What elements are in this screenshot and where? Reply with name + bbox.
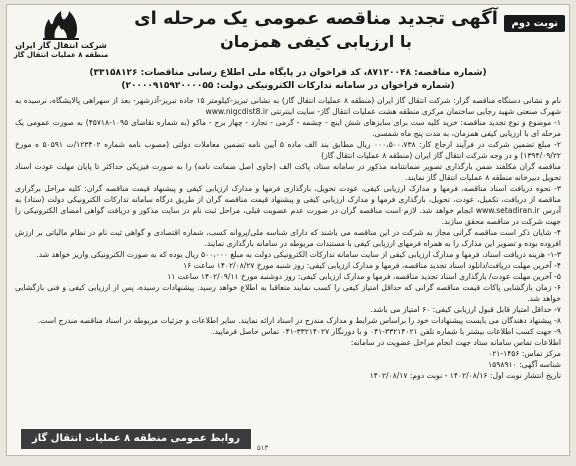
body-text (7, 93, 569, 348)
ad-id: شناسه آگهی: ۱۵۹۸۹۱۰ (488, 360, 561, 369)
edition-badge: نوبت دوم (504, 15, 565, 32)
paragraph-terms: ۸- پیشنهاد دهندگان می بایست پیشنهادات خود را براساس شرایط و مدارک مندرج در اسناد ارائه نمایند. سایر اطلاعات و جزئیات مربوطه در اسناد مناقصه مندرج است. (37, 316, 561, 325)
header (7, 5, 569, 67)
footer (7, 427, 569, 455)
paragraph-phone: ۹- جهت کسب اطلاعات بیشتر با شماره تلفن ۳۳۲۱۴۰۲۱-۰۴۱ و با دورنگار ۳۳۲۱۴۰۲۷-۰۴۱ تماس حاصل فرمایید. (212, 327, 561, 336)
paragraph-guarantee: ۲- مبلغ تضمین شرکت در فرآیند ارجاع کار: ۰۰۰،۵۰۰،۷۳۸ ریال مطابق بند الف ماده ۵ آیین نامه تضمین معاملات دولتی (مصوب نامه شماره ۱۲۳۴۰۲/ت ۵۰۵۹۱ ه مورخ ۱۳۹۴/۰۹/۲۲) و در وجه شرکت انتقال گاز ایران (منطقه ۸ عملیات انتقال گاز) (15, 140, 561, 160)
tender-number-line-1: (شماره مناقصه: ۸۷۱۲۰۰۴۸، کد فراخوان در پایگاه ملی اطلاع رسانی مناقصات: ۳۳۱۵۸۱۲۶) (89, 68, 487, 78)
public-relations-label: روابط عمومی منطقه ۸ عملیات انتقال گاز (21, 429, 251, 449)
logo-line-1: شرکت انتقال گاز ایران (15, 41, 107, 50)
paragraph-download-deadline: ۴- آخرین مهلت دریافت/دانلود اسناد تجدید مناقصه، فرمها و مدارک ارزیابی کیفی: روز شنبه مورخ ۱۴۰۲/۰۸/۲۷ ساعت ۱۶ (183, 261, 561, 270)
title-line-1: آگهی تجدید مناقصه عمومی یک مرحله ای (134, 8, 498, 29)
publish-dates: تاریخ انتشار نوبت اول: ۱۴۰۲/۰۸/۱۶ - نوبت دوم: ۱۴۰۲/۰۸/۱۷ (369, 371, 561, 380)
contact-center: مرکز تماس: ۱۴۵۶-۰۲۱ (488, 349, 561, 358)
company-logo (13, 9, 109, 60)
gas-flame-logo-icon (39, 9, 83, 41)
paragraph-opening: ۶- زمان بازگشایی پاکات قیمت مناقصه گرانی که حداقل امتیاز کیفی را کسب نمایند متعاقبا به اطلاع خواهد رسید. پیشنهادات رسیده، پس از ارزیابی کیفی و فنی بازگشایی خواهد شد. (15, 283, 561, 303)
paragraph-guarantee-note: مناقصه گران مکلفند ضمن بارگذاری تصویر ضمانتنامه مذکور در سامانه ستاد، پاکت الف (حاوی اصل ضمانت نامه) را به صورت فیزیکی حداکثر تا پایان مهلت عودت اسناد تحویل دبیرخانه منطقه ۸ عملیات انتقال گاز نمایند. (15, 162, 561, 182)
paragraph-fee: ۱-۳- هزینه دریافت اسناد، فرمها و مدارک ارزیابی کیفی از سایت سامانه تدارکات الکترونیکی دولت به مبلغ ۵۰۰،۰۰۰ ریال بوده که به صورت الکترونیکی واریز خواهد شد. (36, 250, 561, 259)
logo-line-2: منطقه ۸ عملیات انتقال گاز (13, 51, 109, 59)
paragraph-upload-deadline: ۵- آخرین مهلت عودت/ بارگذاری اسناد تجدید مناقصه، فرمها و مدارک ارزیابی کیفی: روز دوشنبه مورخ ۱۴۰۲/۰۹/۱۱ ساعت ۱۱ (167, 272, 561, 281)
paragraph-documents: ۳- نحوه دریافت اسناد مناقصه، فرمها و مدارک ارزیابی کیفی، عودت تحویل، بارگذاری فرمها و مدارک ارزیابی کیفی و پیشنهاد قیمت مناقصه گران: کلیه مراحل برگزاری مناقصه از دریافت، تکمیل، عودت، تحویل، بارگذاری فرمها و مدارک ارزیابی کیفی و پیشنهاد قیمت مناقصه گران از طریق درگاه سامانه تدارکات الکترونیکی دولت (ستاد) به آدرس www.setadiran.ir انجام خواهد شد. لازم است مناقصه گران در صورت عدم عضویت قبلی، مراحل ثبت نام در سایت مذکور و دریافت گواهی امضای الکترونیکی را جهت شرکت در مناقصه محقق سازند. (15, 184, 561, 226)
paragraph-contact-heading: اطلاعات تماس سامانه ستاد جهت انجام مراحل عضویت در سامانه: (350, 338, 561, 347)
title-line-2: با ارزیابی کیفی همزمان (220, 32, 412, 51)
tender-numbers (7, 67, 569, 93)
paragraph-eligibility: ۴- شایان ذکر است مناقصه گرانی مجاز به شرکت در این مناقصه می باشند که دارای شناسه ملی/پروانه کسب، شماره اقتصادی و گواهی ثبت نام در نظام مالیاتی بر ارزش افزوده بوده و تصویر این مدارک را به همراه فرمهای ارزیابی کیفی با مستندات مربوطه در سامانه بارگذاری نمایند. (15, 228, 561, 248)
page-number: ۵۱۳ (257, 444, 269, 452)
title-box (127, 7, 505, 53)
paragraph-organizer: نام و نشانی دستگاه مناقصه گزار: شرکت انتقال گاز ایران (منطقه ۸ عملیات انتقال گاز) به نشانی تبریز-کیلومتر ۱۵ جاده تبریز-آذرشهر- بعد از سهراهی پالایشگاه، نرسیده به شهرک صنعتی شهید رجایی ساختمان مرکزی منطقه هشت عملیات انتقال گاز- سایت اینترنتی www.nigcdist8.ir (15, 96, 561, 116)
tender-number-line-2: (شماره فراخوان در سامانه تدارکات الکترونیکی دولت: ۲۰۰۰۰۹۱۵۹۲۰۰۰۰۵۵) (121, 81, 455, 91)
contact-block (7, 348, 569, 381)
paragraph-subject: ۱- موضوع و نوع تجدید مناقصه: خرید کلیه ست برای سایزهای شش اینچ - چشمه - گرمی - تجارد - چهار برج - ماکو (به شماره تقاضای ۱۰۹۵-۴۵۷۱۸) به صورت عمومی یک مرحله ای با ارزیابی کیفی همزمان، به مدت پنج ماه شمسی. (15, 118, 562, 138)
paragraph-min-score: ۷- حداقل امتیاز قابل قبول ارزیابی کیفی: ۶۰ امتیاز می باشد. (370, 305, 561, 314)
advertisement-page (6, 4, 570, 456)
